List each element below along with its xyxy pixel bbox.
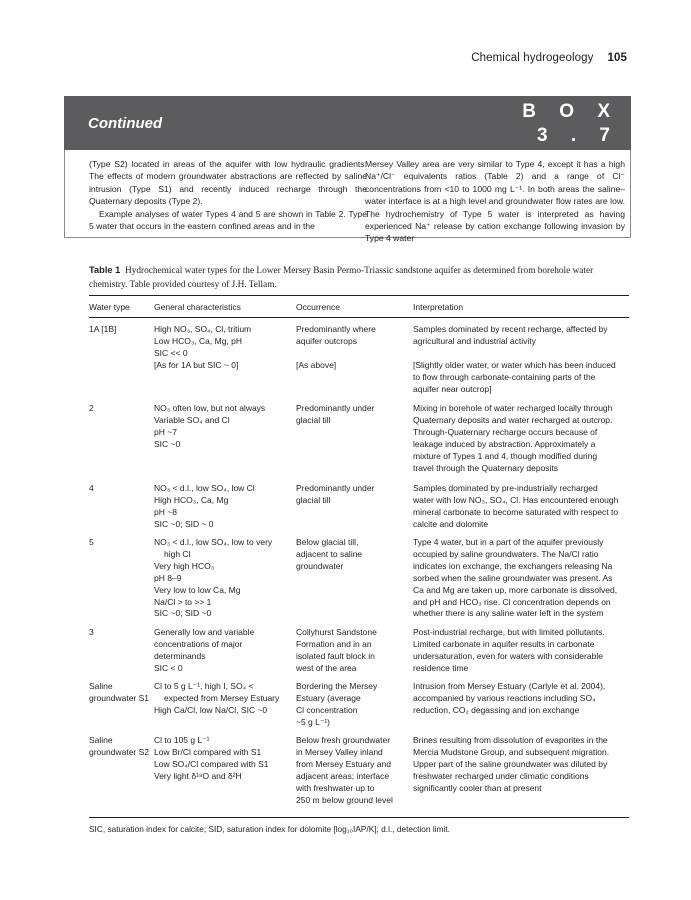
table-top-rule bbox=[89, 295, 629, 296]
table-bottom-rule bbox=[89, 817, 629, 818]
table-footnote: SIC, saturation index for calcite; SID, saturation index for dolomite [log₁₀IAP/K]; d.l., detection limit. bbox=[89, 824, 450, 834]
row-interpretation-line: whether there is any saline water left in the system bbox=[413, 608, 604, 619]
row-interpretation-line: reduction, CO₂ degassing and ion exchange bbox=[413, 704, 580, 715]
row-interpretation-line: significantly cooler than at present bbox=[413, 782, 542, 793]
row-interpretation bbox=[413, 403, 629, 474]
row-interpretation-line: occupied by saline groundwaters. The Na/Cl ratio bbox=[413, 548, 599, 559]
row-interpretation-line: Ca and Mg are taken up, more carbonate is dissolved, bbox=[413, 584, 618, 595]
row-interpretation-line: mixture of Types 1 and 4, though modified during bbox=[413, 450, 598, 461]
right-paragraph-1: Mersey Valley area are very similar to Type 4, except it has a high Na⁺/Cl⁻ equivalents ratios (Table 2) and a range of Cl⁻ concentrations from <10 to 1000 mg L⁻¹. In both areas the saline–water interface is at a high level and groundwater flow rates are low. The hydrochemistry of Type 5 water is interpreted as having experienced Na⁺ release by cation exchange following invasion by Type 4 water bbox=[365, 159, 625, 244]
table-label: Table 1 bbox=[89, 265, 121, 275]
row-occurrence-line: from Mersey Estuary and bbox=[296, 758, 391, 769]
header-general-characteristics: General characteristics bbox=[154, 302, 241, 312]
box-text-left-column bbox=[89, 158, 367, 232]
row-interpretation-line: Post-industrial recharge, but with limited pollutants. bbox=[413, 627, 605, 637]
row-characteristics-line: NO₃ < d.l., low SO₄, low Cl bbox=[154, 483, 255, 493]
row-interpretation-line: Limited carbonate in aquifer results in carbonate bbox=[413, 638, 595, 649]
row-occurrence-line: west of the area bbox=[296, 662, 357, 673]
row-interpretation bbox=[413, 681, 629, 717]
row-characteristics bbox=[154, 681, 294, 717]
row-water-type: 3 bbox=[89, 627, 94, 637]
page-number: 105 bbox=[607, 52, 627, 64]
row-interpretation-line: travel through the Quaternary deposits bbox=[413, 462, 559, 473]
row-interpretation-line: agricultural and industrial activity bbox=[413, 335, 536, 346]
row-water-type: 1A [1B] bbox=[89, 324, 117, 334]
row-interpretation-line: Quaternary deposits and water recharged at outcrop. bbox=[413, 414, 613, 425]
row-interpretation-line: and pH and HCO₃ rise. Cl concentration depends on bbox=[413, 596, 611, 607]
row-characteristics-line: expected from Mersey Estuary bbox=[164, 692, 280, 703]
row-occurrence-line: Estuary (average bbox=[296, 692, 361, 703]
row-interpretation bbox=[413, 537, 629, 620]
row-interpretation-line: Samples dominated by pre-industrially recharged bbox=[413, 483, 598, 493]
row-water-type: 2 bbox=[89, 403, 94, 413]
row-characteristics-line: NO₃ < d.l., low SO₄, low to very bbox=[154, 537, 273, 547]
left-paragraph-1: (Type S2) located in areas of the aquifer with low hydraulic gradients. The effects of modern groundwater abstractions are reflected by saline intrusion (Type S1) and recently induced recharge through the Quaternary deposits (Type 2). bbox=[89, 159, 367, 207]
row-characteristics bbox=[154, 483, 294, 531]
row-occurrence-line bbox=[296, 348, 408, 360]
row-interpretation-line: Through-Quaternary recharge occurs because of bbox=[413, 426, 598, 437]
row-water-type: Saline groundwater S1 bbox=[89, 681, 150, 703]
box-header-bar bbox=[64, 96, 631, 150]
row-characteristics-line: [As for 1A but SIC ~ 0] bbox=[154, 359, 239, 370]
row-occurrence bbox=[296, 403, 408, 427]
row-characteristics-line: Cl to 5 g L⁻¹, high I, SO₄ < bbox=[154, 681, 254, 691]
row-interpretation-line: [Slightly older water, or water which has been induced bbox=[413, 359, 616, 370]
table-caption bbox=[89, 263, 629, 292]
table-header-rule bbox=[89, 317, 629, 318]
row-characteristics-line: SIC < 0 bbox=[154, 662, 183, 673]
row-characteristics bbox=[154, 324, 294, 372]
row-interpretation-line: sorbed when the saline groundwater was present. As bbox=[413, 572, 613, 583]
row-occurrence bbox=[296, 627, 408, 675]
row-characteristics-line: High NO₃, SO₄, Cl, tritium bbox=[154, 324, 252, 334]
row-characteristics-line: Low HCO₃, Ca, Mg, pH bbox=[154, 335, 243, 346]
row-characteristics-line: pH ~8 bbox=[154, 506, 177, 517]
row-interpretation-line: undersaturation, even for waters with considerable bbox=[413, 650, 603, 661]
row-characteristics-line: SIC ~0 bbox=[154, 438, 181, 449]
row-occurrence-line: ~5 g L⁻¹) bbox=[296, 716, 331, 727]
row-water-type: 4 bbox=[89, 483, 94, 493]
row-interpretation bbox=[413, 735, 629, 795]
row-occurrence bbox=[296, 735, 408, 806]
row-occurrence-line: adjacent areas; interface bbox=[296, 770, 390, 781]
row-characteristics-line: Generally low and variable bbox=[154, 627, 255, 637]
row-interpretation-line: Samples dominated by recent recharge, affected by bbox=[413, 324, 608, 334]
continued-label: Continued bbox=[88, 115, 163, 132]
row-water-type: 5 bbox=[89, 537, 94, 547]
row-interpretation-line: water with low NO₃, SO₄, Cl. Has encountered enough bbox=[413, 494, 619, 505]
row-interpretation-line: Brines resulting from dissolution of evaporites in the bbox=[413, 735, 608, 745]
row-characteristics-line: Na/Cl > to >> 1 bbox=[154, 596, 212, 607]
left-paragraph-2: Example analyses of water Types 4 and 5 are shown in Table 2. Type 5 water that occurs in the eastern confined areas and in the bbox=[89, 208, 367, 232]
row-occurrence-line: groundwater bbox=[296, 560, 344, 571]
row-characteristics-line: High HCO₃, Ca, Mg bbox=[154, 494, 229, 505]
row-interpretation-line: to flow through carbonate-containing parts of the bbox=[413, 371, 596, 382]
row-occurrence-line: 250 m below ground level bbox=[296, 794, 393, 805]
row-interpretation-line: Mercia Mudstone Group, and subsequent migration. bbox=[413, 746, 610, 757]
row-interpretation bbox=[413, 627, 629, 675]
chapter-title: Chemical hydrogeology bbox=[471, 52, 594, 64]
header-interpretation: Interpretation bbox=[413, 302, 464, 312]
row-interpretation-line: calcite and dolomite bbox=[413, 518, 489, 529]
row-occurrence-line: Predominantly under bbox=[296, 403, 375, 413]
row-characteristics bbox=[154, 403, 294, 451]
row-interpretation-line: residence time bbox=[413, 662, 469, 673]
row-interpretation-line: Upper part of the saline groundwater was diluted by bbox=[413, 758, 608, 769]
row-occurrence-line: [As above] bbox=[296, 359, 337, 370]
row-interpretation-line: leakage induced by abstraction. Approximately a bbox=[413, 438, 596, 449]
row-characteristics-line: Very light δ¹⁸O and δ²H bbox=[154, 770, 242, 781]
row-characteristics bbox=[154, 537, 294, 620]
row-interpretation-line: aquifer near outcrop] bbox=[413, 383, 492, 394]
row-occurrence bbox=[296, 537, 408, 573]
row-characteristics-line: High Ca/Cl, low Na/Cl, SIC ~0 bbox=[154, 704, 268, 715]
row-characteristics-line: determinands bbox=[154, 650, 206, 661]
row-characteristics-line: Variable SO₄ and Cl bbox=[154, 414, 230, 425]
row-occurrence bbox=[296, 681, 408, 729]
row-interpretation bbox=[413, 324, 629, 395]
box-label-line1: B O X bbox=[522, 101, 619, 122]
row-occurrence-line: Predominantly where bbox=[296, 324, 376, 334]
row-occurrence-line: glacial till bbox=[296, 414, 331, 425]
row-characteristics bbox=[154, 627, 294, 675]
row-interpretation-line: mineral carbonate to become saturated with respect to bbox=[413, 506, 619, 517]
row-occurrence-line: Collyhurst Sandstone bbox=[296, 627, 377, 637]
row-occurrence-line: adjacent to saline bbox=[296, 548, 363, 559]
row-characteristics-line: NO₃ often low, but not always bbox=[154, 403, 266, 413]
row-characteristics-line: high Cl bbox=[164, 548, 191, 559]
row-interpretation-line: Type 4 water, but in a part of the aquifer previously bbox=[413, 537, 604, 547]
table-caption-text: Hydrochemical water types for the Lower Mersey Basin Permo-Triassic sandstone aquifer as determined from borehole water chemistry. Table provided courtesy of J.H. Tellam. bbox=[89, 266, 594, 290]
row-occurrence-line: Below glacial till, bbox=[296, 537, 359, 547]
row-occurrence-line: isolated fault block in bbox=[296, 650, 375, 661]
row-interpretation-line: indicates ion exchange, the exchangers releasing Na bbox=[413, 560, 613, 571]
row-characteristics-line: Cl to 105 g L⁻¹ bbox=[154, 735, 210, 745]
row-occurrence-line: Below fresh groundwater bbox=[296, 735, 391, 745]
row-characteristics-line: SIC ~0; SID ~ 0 bbox=[154, 518, 214, 529]
row-characteristics-line: SIC << 0 bbox=[154, 347, 188, 358]
row-characteristics bbox=[154, 735, 294, 783]
box-number bbox=[522, 100, 619, 148]
row-occurrence-line: Formation and in an bbox=[296, 638, 372, 649]
row-water-type: Saline groundwater S2 bbox=[89, 735, 150, 757]
running-head bbox=[0, 52, 627, 64]
row-interpretation bbox=[413, 483, 629, 531]
row-interpretation-line: freshwater recharged under climatic conditions bbox=[413, 770, 589, 781]
header-occurrence: Occurrence bbox=[296, 302, 340, 312]
row-characteristics-line: Low Br/Cl compared with S1 bbox=[154, 746, 262, 757]
row-characteristics-line: pH 8–9 bbox=[154, 572, 182, 583]
box-text-right-column bbox=[365, 158, 625, 245]
box-label-line2: 3 . 7 bbox=[537, 125, 619, 146]
row-occurrence-line: Cl concentration bbox=[296, 704, 358, 715]
row-characteristics-line: concentrations of major bbox=[154, 638, 243, 649]
row-occurrence bbox=[296, 324, 408, 372]
row-occurrence-line: in Mersey Valley inland bbox=[296, 746, 383, 757]
header-water-type: Water type bbox=[89, 302, 130, 312]
row-interpretation-line bbox=[413, 348, 629, 360]
row-characteristics-line: pH ~7 bbox=[154, 426, 177, 437]
row-characteristics-line: Low SO₄/Cl compared with S1 bbox=[154, 758, 269, 769]
row-characteristics-line: Very low to low Ca, Mg bbox=[154, 584, 241, 595]
row-occurrence-line: glacial till bbox=[296, 494, 331, 505]
row-interpretation-line: Mixing in borehole of water recharged locally through bbox=[413, 403, 613, 413]
row-occurrence-line: aquifer outcrops bbox=[296, 335, 357, 346]
row-interpretation-line: accompanied by various reactions including SO₄ bbox=[413, 692, 596, 703]
row-interpretation-line: Intrusion from Mersey Estuary (Carlyle et al. 2004), bbox=[413, 681, 606, 691]
row-occurrence bbox=[296, 483, 408, 507]
row-characteristics-line: SIC ~0; SID ~0 bbox=[154, 608, 212, 619]
row-occurrence-line: Predominantly under bbox=[296, 483, 375, 493]
row-characteristics-line: Very high HCO₃ bbox=[154, 560, 215, 571]
row-occurrence-line: with freshwater up to bbox=[296, 782, 375, 793]
row-occurrence-line: Bordering the Mersey bbox=[296, 681, 378, 691]
